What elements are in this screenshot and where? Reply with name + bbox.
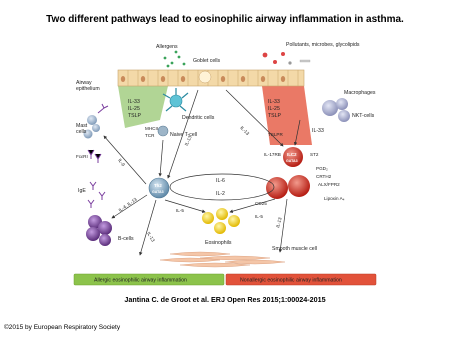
tslp-right-label: TSLP [268,113,281,119]
macrophages-label: Macrophages [344,90,376,96]
ilc2-cluster-icon [266,175,310,199]
il33-nkt-label: IL-33 [312,128,324,134]
b-cells-label: B-cells [118,236,134,242]
dendritic-cell-icon [163,88,188,111]
citation: Jantina C. de Groot et al. ERJ Open Res 2015;1:00024-2015 [124,295,326,304]
goblet-cells-label: Goblet cells [193,58,221,64]
pollutants-label: Pollutants, microbes, glycolipids [286,42,360,48]
il13-label-d: IL-13 [275,216,283,229]
cells-label: cells [76,129,87,135]
smooth-muscle-label: Smooth muscle cell [272,246,317,252]
smooth-muscle-icon [160,252,285,267]
il5-label-b: IL-5 [255,214,263,219]
il17rb-label: IL-17RB [264,152,281,157]
macrophages-icon [322,98,350,122]
airway-label: Airway [76,80,92,86]
ilc2-label: ILC2 [287,152,297,157]
b-cells-icon [86,215,112,246]
il13-label-a: IL-13 [183,134,193,147]
il25-left-label: IL-25 [128,106,140,112]
tslpr-label: TSLPR [268,132,283,137]
eosinophils-icon [202,208,240,234]
nkt-cells-label: NKT-cells [352,113,375,119]
crth2-label: CRTH2 [316,174,332,179]
mast-cell-icon [84,104,109,139]
tcr-label: TCR [145,133,155,138]
naive-t-cell-label: Naive T-cell [170,132,198,138]
il2-label: IL-2 [216,191,225,197]
il4-il13-label: IL-4, IL-13 [117,196,138,213]
il33-left-label: IL-33 [128,99,140,105]
st2-label: ST2 [310,152,319,157]
pgd2-label: PGD₂ [316,166,328,171]
il25-right-label: IL-25 [268,106,280,112]
allergens-label: Allergens [156,44,178,50]
il6-label: IL-6 [216,178,225,184]
cd25-label: CD25 [255,201,267,206]
gata3-ilc2-label: GATA3 [286,159,298,163]
lipoxin-label: Lipoxin A₄ [324,196,345,201]
nonallergic-legend-label: Nonallergic eosinophilic airway inflammation [240,277,342,284]
figure-title: Two different pathways lead to eosinophilic airway inflammation in asthma. [46,14,404,25]
eosinophils-label: Eosinophils [205,240,232,246]
fceri-label: FcεRI [76,154,88,159]
allergic-legend-label: Allergic eosinophilic airway inflammation [94,277,187,284]
tslp-left-label: TSLP [128,113,141,119]
pollutant-particles-icon [263,52,310,65]
ige-antibody-icon [88,182,105,208]
alx-fpr2-label: ALX/FPR2 [318,182,340,187]
naive-t-cell-icon [158,126,168,136]
mast-label: Mast [76,123,88,129]
il33-right-label: IL-33 [268,99,280,105]
copyright: ©2015 by European Respiratory Society [4,324,121,331]
th2-label: Th2 [154,183,162,188]
allergic-zone [118,86,168,128]
gata3-th2-label: GATA3 [152,190,164,194]
epithelium-label: epithelium [76,86,100,92]
airway-epithelium [118,70,304,86]
allergen-particles-icon [164,51,186,68]
fceri-receptor-icon [88,150,101,163]
il13-label-b: IL-13 [239,125,251,137]
il9-label: IL-9 [117,157,126,168]
il5-label-a: IL-5 [176,208,184,213]
mhcii-label: MHCII [145,126,159,131]
ilc2-cell-icon [283,147,303,167]
dendritic-cells-label: Dendritic cells [182,115,215,121]
ige-label: IgE [78,188,86,194]
th2-cell-icon [149,178,169,198]
il13-label-c: IL-13 [146,231,156,243]
